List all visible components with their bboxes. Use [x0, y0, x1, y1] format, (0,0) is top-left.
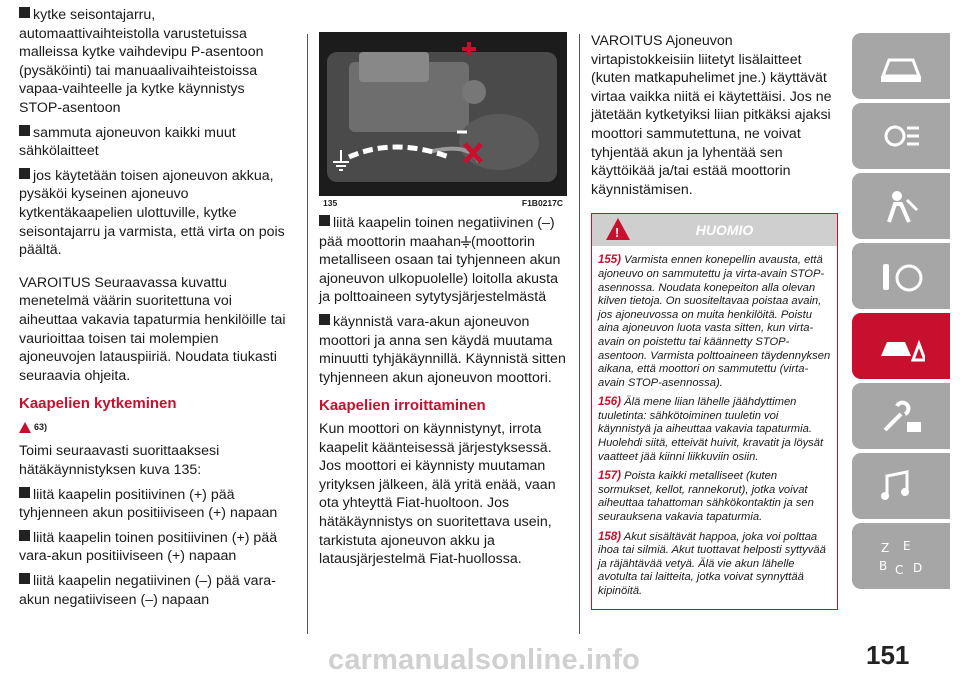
- dashboard-car-icon: [877, 46, 925, 86]
- multimedia-icon: [877, 466, 925, 506]
- chapter-tabs: [852, 33, 950, 593]
- svg-text:B: B: [879, 559, 888, 573]
- index-letters-icon: [877, 536, 925, 576]
- key-steering-icon: [877, 256, 925, 296]
- warning-paragraph: VAROITUS Seuraavassa kuvattu menetelmä väärin suoritettuna voi aiheuttaa vakavia tapaturmia henkilöille tai vaurioittaa toisen tai molempien ajoneuvojen latauspiiriä. Noudata tiukasti seuraavia ohjeita.: [19, 274, 286, 384]
- breakdown-icon: [877, 326, 925, 366]
- chapter-tab[interactable]: [852, 383, 950, 449]
- chapter-tab[interactable]: [852, 173, 950, 239]
- list-item: liitä kaapelin toinen negatiivinen (–) pää moottorin maahan (moottorin metalliseen osaan tai tyhjenneen akun ajoneuvon ulkopuolelle) loitolla akusta ja polttoaineen sytytysjärjestelmästä: [319, 215, 561, 306]
- engine-bay-illustration: [319, 32, 567, 210]
- column-3: [591, 32, 838, 610]
- svg-text:E: E: [903, 539, 911, 553]
- page-number: 151: [866, 640, 910, 670]
- list-item: liitä kaapelin negatiivinen (–) pää vara-akun negatiiviseen (–) napaan: [19, 573, 276, 608]
- lights-icon: [877, 116, 925, 156]
- caution-header: ! HUOMIO: [592, 214, 837, 246]
- chapter-tab[interactable]: [852, 243, 950, 309]
- chapter-tab[interactable]: [852, 313, 950, 379]
- figure-caption: 135 F1B0217C: [319, 196, 567, 210]
- paragraph: Kun moottori on käynnistynyt, irrota kaapelit käänteisessä järjestyksessä. Jos moottori ei käynnisty muutaman yrityksen jälkeen, älä yritä enää, vaan ota yhteyttä Fiat-huoltoon. Jos hätäkäynnistys on suoritettava usein, tarkistuta ajoneuvon akku ja latausjärjestelmä Fiat-huollossa.: [319, 420, 556, 568]
- warning-icon: [19, 422, 31, 433]
- list-item: kytke seisontajarru, automaattivaihteistolla varustetuissa malleissa kytke vaihdevipu P-asentoon (pysäköinti) tai manuaalivaihteistoissa vapaa-vaihteelle ja kytke käynnistys STOP-asentoon: [19, 7, 264, 116]
- column-2: [319, 32, 571, 575]
- svg-text:C: C: [895, 563, 904, 576]
- column-divider: [307, 34, 308, 634]
- caution-note: 156) Älä mene liian lähelle jäähdyttimen tuuletinta: sähkötoiminen tuuletin voi käynnistyä ja aiheuttaa vakavia tapaturmia. Huolehdi siitä, etteivät huivit, kravatit ja löysät vaatteet jää kiinni liikkuviin osiin.: [598, 396, 824, 463]
- column-divider: [579, 34, 580, 634]
- caution-note: 158) Akut sisältävät happoa, joka voi polttaa ihoa tai silmiä. Akut tuottavat helposti syttyvää ja räjähtävää vetyä. Älä vie akun lähelle avotulta tai laitteita, jotka voivat synnyttää kipinöitä.: [598, 530, 826, 597]
- ground-symbol-icon: [461, 236, 471, 248]
- service-tools-icon: [877, 396, 925, 436]
- section-heading: Kaapelien irroittaminen: [319, 397, 486, 415]
- svg-text:Z: Z: [881, 541, 890, 555]
- list-item: jos käytetään toisen ajoneuvon akkua, pysäköi kyseinen ajoneuvo kytkentäkaapelien ulottuville, kytke seisontajarru ja varmista, että virta on pois päältä.: [19, 167, 285, 259]
- chapter-tab[interactable]: [852, 103, 950, 169]
- figure-battery-jumpstart: [319, 32, 567, 210]
- list-item: liitä kaapelin positiivinen (+) pää tyhjenneen akun positiiviseen (+) napaan: [19, 486, 278, 522]
- list-item: liitä kaapelin toinen positiivinen (+) pää vara-akun positiiviseen (+) napaan: [19, 529, 278, 565]
- reference-marker: 63): [19, 418, 291, 437]
- column-1: [19, 6, 291, 615]
- warning-triangle-icon: [606, 218, 630, 240]
- caution-note: 155) Varmista ennen konepellin avausta, että ajoneuvo on sammutettu ja virta-avain STOP-asennossa. Noudata konepeiton alla olevan kilven tietoja. On suositeltavaa poistaa avain, jos ajoneuvossa on muita henkilöitä. Poistu aina ajoneuvon luota vasta sitten, kun virta-avain on poistettu tai käännetty STOP-asentoon. Varmista polttoaineen täydennyksen aikana, että moottori on sammutettu (virta-avain STOP-asennossa).: [598, 254, 831, 389]
- intro-paragraph: Toimi seuraavasti suorittaaksesi hätäkäynnistyksen kuva 135:: [19, 443, 220, 479]
- list-item: sammuta ajoneuvon kaikki muut sähkölaitteet: [19, 124, 236, 160]
- caution-box: [591, 213, 838, 609]
- caution-notes: [592, 246, 837, 608]
- list-item: käynnistä vara-akun ajoneuvon moottori ja anna sen käydä muutama minuutti tyhjäkäynnillä. Käynnistä sitten tyhjenneen akun ajoneuvon moottori.: [319, 313, 566, 386]
- watermark: carmanualsonline.info: [328, 644, 640, 676]
- chapter-tab[interactable]: [852, 453, 950, 519]
- chapter-tab[interactable]: [852, 33, 950, 99]
- chapter-tab[interactable]: [852, 523, 950, 589]
- seatbelt-airbag-icon: [877, 186, 925, 226]
- svg-text:D: D: [913, 561, 923, 575]
- section-heading: Kaapelien kytkeminen: [19, 395, 177, 413]
- caution-note: 157) Poista kaikki metalliseet (kuten sormukset, kellot, rannekorut), jotka voivat aiheuttaa tahattoman sähkökontaktin ja sen seurauksena vakavia tapaturmia.: [598, 470, 814, 524]
- warning-paragraph: VAROITUS Ajoneuvon virtapistokkeisiin liitetyt lisälaitteet (kuten matkapuhelimet jne.) käyttävät virtaa vaikka niitä ei käytettäisi. Jos ne jätetään kytketyiksi liian pitkäksi ajaksi moottori sammutettuna, ne voivat tyhjentää akun ja lyhentää sen käyttöikää ja/tai estää moottorin käynnistämisen.: [591, 33, 832, 198]
